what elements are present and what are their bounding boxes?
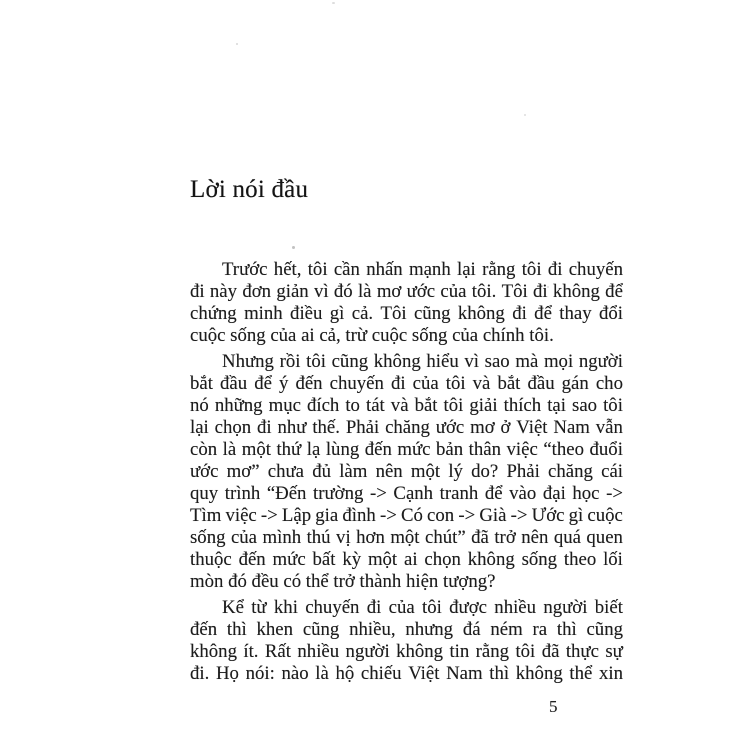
- text-line: quy trình “Đến trường -> Cạnh tranh để vào đại học ->: [190, 483, 623, 504]
- text-line: đi này đơn giản vì đó là mơ ước của tôi. Tôi đi không để: [190, 281, 623, 302]
- text-block: [190, 259, 623, 685]
- text-line: đi. Họ nói: nào là hộ chiếu Việt Nam thì không thể xin: [190, 663, 623, 684]
- paragraph: [190, 351, 623, 593]
- text-line: chứng minh điều gì cả. Tôi cũng không đi để thay đổi: [190, 303, 623, 324]
- dust-speck: [332, 2, 335, 4]
- text-line: nó những mục đích to tát và bắt tôi giải thích tại sao tôi: [190, 395, 623, 416]
- paragraph: [190, 259, 623, 347]
- text-line: không ít. Rất nhiều người không tin rằng tôi đã thực sự: [190, 641, 623, 662]
- text-line: Tìm việc -> Lập gia đình -> Có con -> Già -> Ước gì cuộc: [190, 505, 623, 526]
- text-line: ước mơ” chưa đủ làm nên một lý do? Phải chăng cái: [190, 461, 623, 482]
- text-line: Nhưng rồi tôi cũng không hiểu vì sao mà mọi người: [222, 351, 623, 372]
- text-line: lại chọn đi như thế. Phải chăng ước mơ ở Việt Nam vẫn: [190, 417, 623, 438]
- page-number: 5: [549, 697, 558, 716]
- text-line: bắt đầu để ý đến chuyến đi của tôi và bắt đầu gán cho: [190, 373, 623, 394]
- preface-heading: Lời nói đầu: [190, 176, 309, 203]
- text-line: đến thì khen cũng nhiều, nhưng đá ném ra thì cũng: [190, 619, 623, 640]
- text-line: mòn đó đều có thể trở thành hiện tượng?: [190, 571, 496, 592]
- text-line: Kể từ khi chuyến đi của tôi được nhiều người biết: [222, 597, 623, 618]
- text-line: còn là một thứ lạ lùng đến mức bản thân việc “theo đuổi: [190, 439, 623, 460]
- text-line: thuộc đến mức bất kỳ một ai chọn không sống theo lối: [190, 549, 623, 570]
- paragraph: [190, 597, 623, 685]
- text-line: Trước hết, tôi cần nhấn mạnh lại rằng tôi đi chuyến: [222, 259, 623, 280]
- dust-speck: [524, 114, 526, 116]
- text-line: cuộc sống của ai cả, trừ cuộc sống của chính tôi.: [190, 325, 554, 346]
- dust-speck: [292, 246, 295, 249]
- text-line: sống của mình thú vị hơn một chút” đã trở nên quá quen: [190, 527, 623, 548]
- dust-speck: [236, 43, 238, 45]
